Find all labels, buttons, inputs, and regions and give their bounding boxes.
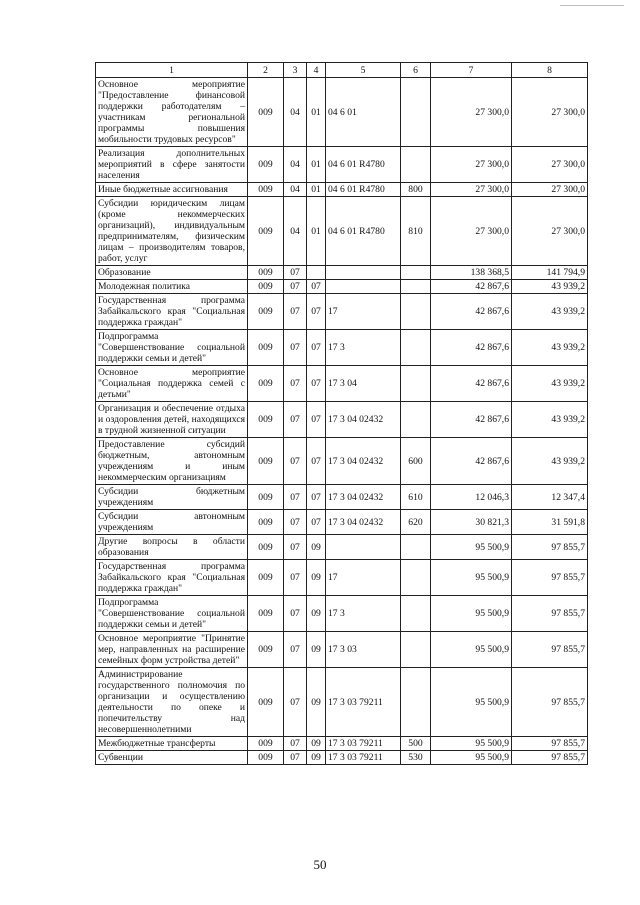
cell-target-article: 17 3 [326,330,401,366]
row-name-cell: Межбюджетные трансферты [96,737,248,751]
cell-target-article: 17 3 03 [326,632,401,668]
cell-subsection: 07 [307,280,326,294]
cell-expense-type [401,402,431,438]
cell-amount-year2: 97 855,7 [512,737,588,751]
table-row [96,560,588,596]
cell-amount-year1: 27 300,0 [431,197,512,266]
cell-admin-code: 009 [248,330,284,366]
cell-expense-type [401,330,431,366]
cell-subsection: 01 [307,78,326,147]
cell-subsection: 07 [307,510,326,535]
table-row [96,330,588,366]
corner-rule [560,5,624,6]
cell-subsection: 09 [307,751,326,765]
cell-admin-code: 009 [248,737,284,751]
table-row [96,78,588,147]
cell-subsection: 09 [307,535,326,560]
row-name-cell: Образование [96,266,248,280]
cell-amount-year1: 95 500,9 [431,535,512,560]
cell-expense-type [401,266,431,280]
cell-amount-year2: 12 347,4 [512,485,588,510]
row-name-cell: Субсидии автономным учреждениям [96,510,248,535]
cell-admin-code: 009 [248,510,284,535]
cell-section: 04 [284,78,307,147]
table-row [96,197,588,266]
table-row [96,510,588,535]
cell-admin-code: 009 [248,280,284,294]
cell-amount-year1: 42 867,6 [431,402,512,438]
cell-expense-type [401,294,431,330]
cell-subsection: 07 [307,438,326,485]
table-row [96,438,588,485]
cell-subsection: 09 [307,560,326,596]
cell-target-article [326,280,401,294]
cell-target-article: 04 6 01 R4780 [326,197,401,266]
cell-amount-year1: 42 867,6 [431,366,512,402]
cell-amount-year2: 43 939,2 [512,294,588,330]
column-header: 4 [307,63,326,78]
cell-subsection [307,266,326,280]
cell-expense-type [401,78,431,147]
cell-expense-type [401,668,431,737]
cell-section: 07 [284,266,307,280]
table-row [96,535,588,560]
cell-amount-year2: 97 855,7 [512,632,588,668]
cell-target-article: 17 3 04 02432 [326,485,401,510]
cell-amount-year2: 43 939,2 [512,366,588,402]
cell-target-article: 17 [326,560,401,596]
cell-target-article: 04 6 01 R4780 [326,183,401,197]
cell-admin-code: 009 [248,402,284,438]
cell-amount-year2: 27 300,0 [512,147,588,183]
cell-amount-year1: 138 368,5 [431,266,512,280]
cell-admin-code: 009 [248,366,284,402]
cell-amount-year1: 30 821,3 [431,510,512,535]
column-header: 5 [326,63,401,78]
column-header: 3 [284,63,307,78]
row-name-cell: Реализация дополнительных мероприятий в сфере занятости населения [96,147,248,183]
cell-section: 07 [284,596,307,632]
cell-amount-year1: 42 867,6 [431,294,512,330]
table-row [96,632,588,668]
cell-amount-year2: 43 939,2 [512,280,588,294]
cell-amount-year1: 95 500,9 [431,737,512,751]
cell-expense-type: 610 [401,485,431,510]
table-row [96,596,588,632]
page-number: 50 [313,857,327,872]
cell-expense-type: 620 [401,510,431,535]
cell-admin-code: 009 [248,751,284,765]
cell-section: 07 [284,402,307,438]
cell-section: 04 [284,197,307,266]
cell-subsection: 07 [307,485,326,510]
cell-section: 07 [284,751,307,765]
cell-amount-year2: 43 939,2 [512,330,588,366]
cell-amount-year2: 27 300,0 [512,78,588,147]
cell-target-article: 17 3 04 [326,366,401,402]
row-name-cell: Другие вопросы в области образования [96,535,248,560]
cell-section: 07 [284,330,307,366]
row-name-cell: Субсидии юридическим лицам (кроме некоммерческих организаций), индивидуальным предпринимателям, физическим лицам – производителям товаров, работ, услуг [96,197,248,266]
cell-admin-code: 009 [248,294,284,330]
cell-subsection: 07 [307,294,326,330]
row-name-cell: Основное мероприятие "Предоставление финансовой поддержки работодателям – участникам региональной программы повышения мобильности трудовых ресурсов" [96,78,248,147]
cell-amount-year1: 27 300,0 [431,78,512,147]
cell-admin-code: 009 [248,596,284,632]
table-row [96,183,588,197]
cell-section: 07 [284,668,307,737]
row-name-cell: Предоставление субсидий бюджетным, автономным учреждениям и иным некоммерческим организациям [96,438,248,485]
cell-expense-type: 810 [401,197,431,266]
cell-section: 07 [284,510,307,535]
cell-subsection: 07 [307,366,326,402]
column-header: 2 [248,63,284,78]
cell-target-article: 17 3 03 79211 [326,751,401,765]
cell-expense-type: 500 [401,737,431,751]
table-row [96,294,588,330]
cell-target-article: 17 3 04 02432 [326,402,401,438]
budget-table [95,62,588,765]
table-row [96,147,588,183]
cell-amount-year2: 27 300,0 [512,183,588,197]
row-name-cell: Основное мероприятие "Социальная поддержка семей с детьми" [96,366,248,402]
cell-subsection: 09 [307,632,326,668]
cell-amount-year2: 43 939,2 [512,402,588,438]
cell-subsection: 07 [307,330,326,366]
cell-section: 07 [284,632,307,668]
cell-section: 07 [284,560,307,596]
cell-expense-type [401,535,431,560]
cell-amount-year1: 95 500,9 [431,668,512,737]
cell-section: 07 [284,438,307,485]
row-name-cell: Основное мероприятие "Принятие мер, направленных на расширение семейных форм устройства детей" [96,632,248,668]
cell-expense-type [401,366,431,402]
cell-section: 04 [284,183,307,197]
cell-subsection: 09 [307,596,326,632]
row-name-cell: Иные бюджетные ассигнования [96,183,248,197]
cell-expense-type [401,147,431,183]
row-name-cell: Субвенции [96,751,248,765]
cell-expense-type [401,280,431,294]
row-name-cell: Государственная программа Забайкальского края "Социальная поддержка граждан" [96,560,248,596]
cell-amount-year1: 42 867,6 [431,438,512,485]
row-name-cell: Молодежная политика [96,280,248,294]
cell-admin-code: 009 [248,560,284,596]
row-name-cell: Субсидии бюджетным учреждениям [96,485,248,510]
cell-admin-code: 009 [248,535,284,560]
cell-target-article: 17 3 03 79211 [326,668,401,737]
table-body [96,78,588,765]
column-header: 8 [512,63,588,78]
cell-section: 07 [284,366,307,402]
cell-amount-year1: 95 500,9 [431,596,512,632]
cell-amount-year2: 97 855,7 [512,560,588,596]
row-name-cell: Администрирование государственного полномочия по организации и осуществлению деятельности по опеке и попечительству над несовершеннолетними [96,668,248,737]
cell-expense-type [401,596,431,632]
cell-admin-code: 009 [248,632,284,668]
cell-amount-year1: 42 867,6 [431,330,512,366]
cell-section: 04 [284,147,307,183]
table-row [96,751,588,765]
cell-target-article: 04 6 01 [326,78,401,147]
table-row [96,280,588,294]
table-row [96,366,588,402]
cell-subsection: 01 [307,197,326,266]
cell-section: 07 [284,485,307,510]
cell-subsection: 09 [307,737,326,751]
cell-amount-year1: 12 046,3 [431,485,512,510]
cell-target-article: 17 3 04 02432 [326,510,401,535]
cell-target-article [326,266,401,280]
table-row [96,266,588,280]
cell-section: 07 [284,294,307,330]
row-name-cell: Организация и обеспечение отдыха и оздоровления детей, находящихся в трудной жизненной ситуации [96,402,248,438]
cell-admin-code: 009 [248,78,284,147]
cell-expense-type: 530 [401,751,431,765]
cell-amount-year1: 27 300,0 [431,147,512,183]
cell-expense-type [401,632,431,668]
cell-amount-year1: 95 500,9 [431,751,512,765]
cell-subsection: 01 [307,147,326,183]
cell-admin-code: 009 [248,147,284,183]
table-row [96,668,588,737]
table-row [96,402,588,438]
cell-target-article: 17 3 04 02432 [326,438,401,485]
cell-admin-code: 009 [248,438,284,485]
cell-subsection: 09 [307,668,326,737]
cell-amount-year1: 95 500,9 [431,560,512,596]
cell-target-article: 17 3 [326,596,401,632]
cell-section: 07 [284,737,307,751]
cell-target-article: 04 6 01 R4780 [326,147,401,183]
cell-target-article: 17 3 03 79211 [326,737,401,751]
column-header: 7 [431,63,512,78]
cell-admin-code: 009 [248,183,284,197]
cell-target-article [326,535,401,560]
cell-amount-year2: 43 939,2 [512,438,588,485]
cell-admin-code: 009 [248,485,284,510]
row-name-cell: Подпрограмма "Совершенствование социальной поддержки семьи и детей" [96,330,248,366]
cell-subsection: 01 [307,183,326,197]
cell-amount-year2: 27 300,0 [512,197,588,266]
cell-subsection: 07 [307,402,326,438]
cell-expense-type [401,560,431,596]
cell-section: 07 [284,535,307,560]
column-header: 1 [96,63,248,78]
cell-amount-year2: 141 794,9 [512,266,588,280]
cell-target-article: 17 [326,294,401,330]
row-name-cell: Государственная программа Забайкальского края "Социальная поддержка граждан" [96,294,248,330]
cell-amount-year2: 97 855,7 [512,751,588,765]
table-row [96,485,588,510]
cell-amount-year2: 97 855,7 [512,535,588,560]
cell-section: 07 [284,280,307,294]
cell-amount-year2: 97 855,7 [512,596,588,632]
cell-amount-year2: 31 591,8 [512,510,588,535]
cell-admin-code: 009 [248,668,284,737]
table-header-row [96,63,588,78]
cell-expense-type: 800 [401,183,431,197]
cell-amount-year2: 97 855,7 [512,668,588,737]
cell-expense-type: 600 [401,438,431,485]
cell-amount-year1: 42 867,6 [431,280,512,294]
row-name-cell: Подпрограмма "Совершенствование социальной поддержки семьи и детей" [96,596,248,632]
column-header: 6 [401,63,431,78]
cell-admin-code: 009 [248,266,284,280]
table-row [96,737,588,751]
cell-amount-year1: 95 500,9 [431,632,512,668]
cell-amount-year1: 27 300,0 [431,183,512,197]
cell-admin-code: 009 [248,197,284,266]
